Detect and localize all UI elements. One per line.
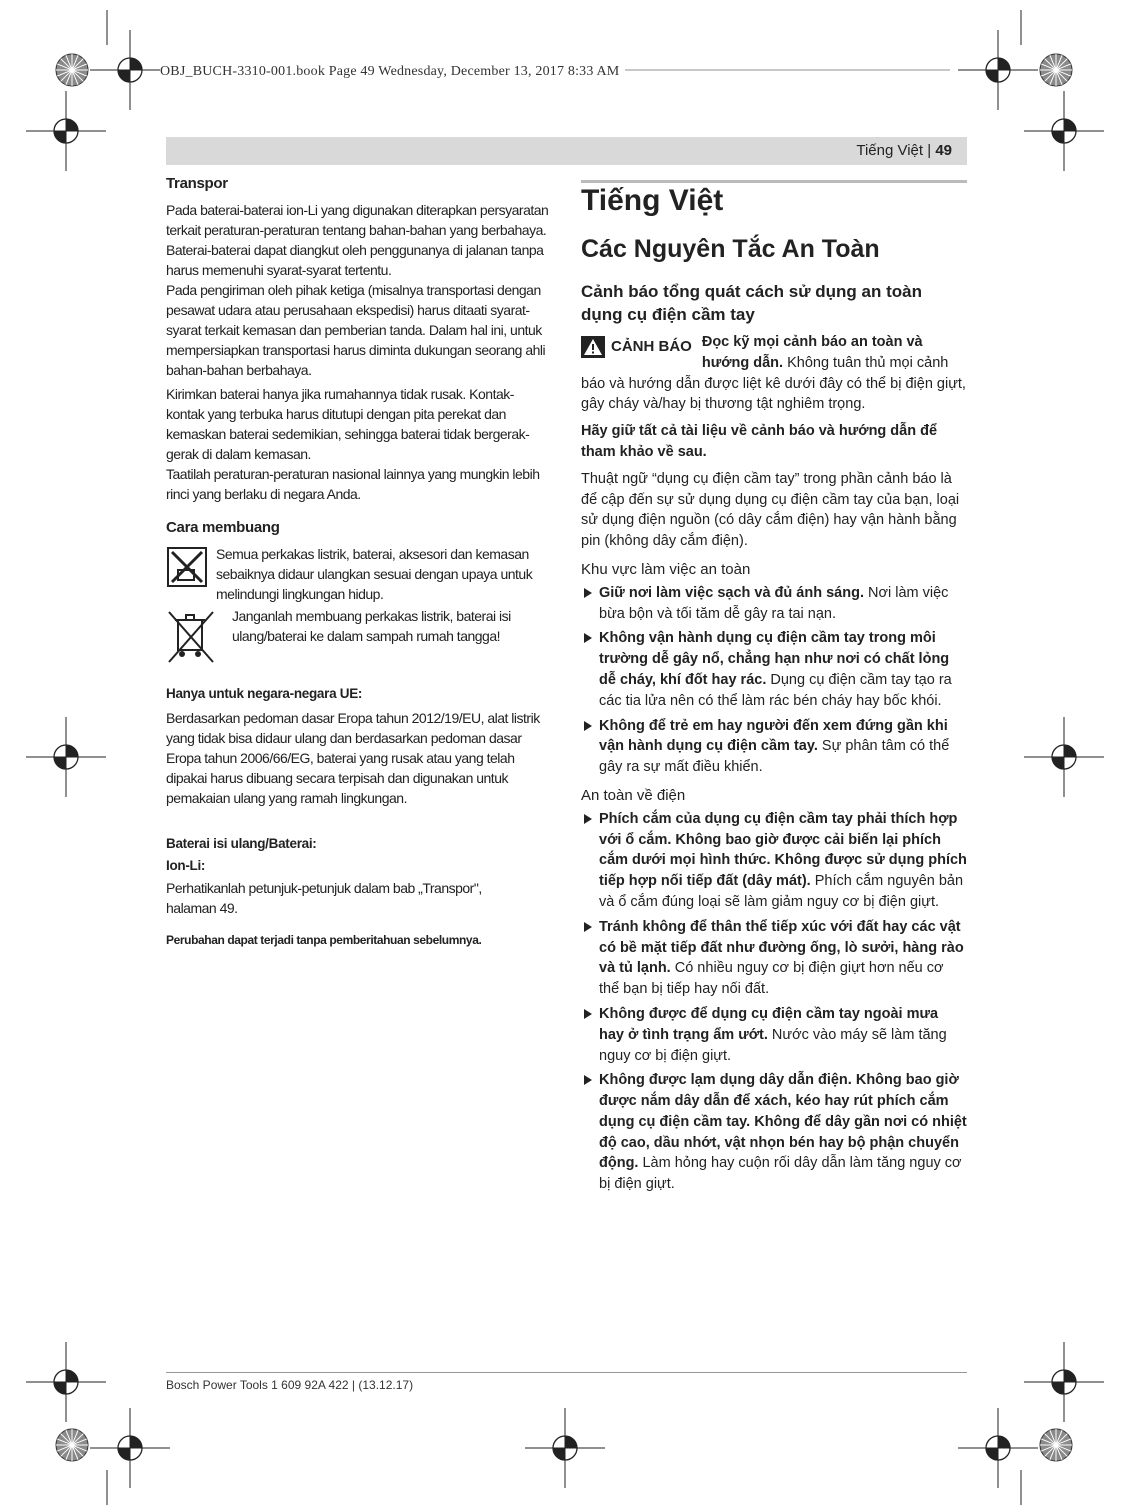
disposal-heading: Cara membuang <box>166 519 280 536</box>
work-area-heading: Khu vực làm việc an toàn <box>581 560 751 578</box>
warning-text: Không tuân thủ mọi cảnh báo và hướng dẫn được liệt kê dưới đây có thể bị điện giựt, gây cháy và/hay bị thương tật nghiêm trọng. <box>581 354 966 413</box>
bullet-bold: Không được lạm dụng dây dẫn điện. Không bao giờ được nắm dây dẫn để xách, kéo hay rút phích cắm dụng cụ điện cầm tay. Không để dây gần nơi có nhiệt độ cao, dầu nhớt, vật nhọn bén hay bộ phận chuyển động. <box>599 1072 967 1172</box>
bullet-arrow-icon <box>584 721 592 731</box>
warning-bold: Đọc kỹ mọi cảnh báo an toàn và hướng dẫn. <box>701 334 923 371</box>
bullet-bold: Tránh không để thân thể tiếp xúc với đất hay các vật có bề mặt tiếp đất như đường ống, lò sưởi, hàng rào và tủ lạnh. <box>599 918 964 977</box>
transpor-paragraph: Kirimkan baterai hanya jika rumahannya tidak rusak. Kontak-kontak yang terbuka harus ditutupi dengan pita perekat dan kemaskan baterai sedemikian, sehingga baterai tidak bergerak-gerak di dalam kemasan. <box>166 386 530 462</box>
star-mark-bottom-left <box>56 1429 88 1461</box>
crosshair-mark <box>26 717 106 797</box>
transpor-paragraph: Pada pengiriman oleh pihak ketiga (misalnya transportasi dengan pesawat udara atau perusahaan ekspedisi) harus ditaati syarat-syarat terkait kemasan dan pemberian tanda. Dalam hal ini, untuk mempersiapkan transportasi harus diminta dukungan seorang ahli bahan-bahan berbahaya. <box>166 282 546 378</box>
ionli-heading: Ion-Li: <box>166 858 206 873</box>
electric-heading: An toàn về điện <box>581 786 686 804</box>
star-mark-top-right <box>1040 54 1072 86</box>
weee-row <box>166 606 551 668</box>
bullet-arrow-icon <box>584 814 592 824</box>
battery-heading: Baterai isi ulang/Baterai: <box>166 836 317 851</box>
bullet-text: Sự phân tâm có thể gây ra sự mất điều khiển. <box>599 738 950 776</box>
print-slug: OBJ_BUCH-3310-001.book Page 49 Wednesday, December 13, 2017 8:33 AM <box>160 64 625 80</box>
footer-rule <box>166 1372 967 1373</box>
page-footer: Bosch Power Tools 1 609 92A 422 | (13.12.17) <box>166 1378 414 1392</box>
bullet-text: Làm hỏng hay cuộn rối dây dẫn làm tăng nguy cơ bị điện giựt. <box>599 1155 962 1193</box>
bullet-arrow-icon <box>584 588 592 598</box>
disposal-paragraph: Janganlah membuang perkakas listrik, baterai isi ulang/baterai ke dalam sampah rumah tangga! <box>232 608 511 644</box>
crosshair-mark <box>90 1408 170 1488</box>
transpor-heading: Transpor <box>166 175 228 192</box>
safety-title: Các Nguyên Tắc An Toàn <box>581 235 880 263</box>
recycle-row <box>166 544 551 604</box>
bullet-bold: Không để trẻ em hay người đến xem đứng gần khi vận hành dụng cụ điện cầm tay. <box>599 717 948 755</box>
page-number: 49 <box>935 142 952 159</box>
crosshair-mark <box>26 1342 106 1422</box>
bullet-item <box>581 917 967 1000</box>
header-bar <box>166 137 967 165</box>
crosshair-mark <box>958 1408 1038 1488</box>
running-head-separator: | <box>923 142 936 159</box>
language-title: Tiếng Việt <box>581 184 724 217</box>
change-note: Perubahan dapat terjadi tanpa pemberitahuan sebelumnya. <box>166 933 482 947</box>
term-paragraph: Thuật ngữ “dụng cụ điện cầm tay” trong phần cảnh báo là để cập đến sự sử dụng dụng cụ điện cầm tay của bạn, loại sử dụng điện nguồn (có dây cắm điện) hay vận hành bằng pin (không dây cắm điện). <box>581 470 960 550</box>
bullet-text: Dụng cụ điện cầm tay tạo ra các tia lửa nên có thể làm rác bén cháy hay bốc khói. <box>599 671 952 709</box>
bullet-item <box>581 1070 967 1195</box>
bullet-bold: Giữ nơi làm việc sạch và đủ ánh sáng. <box>599 584 864 601</box>
bullet-item <box>581 809 967 913</box>
transpor-paragraph: Taatilah peraturan-peraturan nasional lainnya yang mungkin lebih rinci yang berlaku di negara Anda. <box>166 466 540 502</box>
star-mark-top-left <box>56 54 88 86</box>
bullet-arrow-icon <box>584 922 592 932</box>
bullet-item <box>581 628 967 711</box>
crosshair-mark <box>525 1408 605 1488</box>
bullet-bold: Phích cắm của dụng cụ điện cầm tay phải thích hợp với ổ cắm. Không bao giờ được cải biến lại phích cắm dưới mọi hình thức. Không được sử dụng phích tiếp hợp nối tiếp đất (dây mát). <box>599 810 967 890</box>
bullet-text: Phích cắm nguyên bản và ổ cắm đúng loại sẽ làm giảm nguy cơ bị điện giựt. <box>599 873 964 910</box>
bullet-item <box>581 1004 967 1066</box>
crosshair-mark <box>1024 717 1104 797</box>
bullet-bold: Không vận hành dụng cụ điện cầm tay trong môi trường dễ gây nổ, chẳng hạn như nơi có chất lỏng dễ cháy, khí đốt hay rác. <box>599 630 950 688</box>
column-rule <box>581 180 967 183</box>
bullet-arrow-icon <box>584 1075 592 1085</box>
bullet-text: Nơi làm việc bừa bộn và tối tăm dễ gây ra tai nạn. <box>599 584 949 622</box>
crosshair-mark <box>958 30 1038 110</box>
bullet-item <box>581 716 967 778</box>
transpor-paragraph: Pada baterai-baterai ion-Li yang digunakan diterapkan persyaratan terkait peraturan-peraturan tentang bahan-bahan yang berbahaya. Baterai-baterai dapat diangkut oleh penggunanya di jalanan tanpa harus memenuhi syarat-syarat tertentu. <box>166 202 549 278</box>
warning-label: CẢNH BÁO <box>611 337 692 355</box>
star-mark-bottom-right <box>1040 1429 1072 1461</box>
warning-label-box <box>581 336 692 358</box>
crosshair-mark <box>26 91 106 171</box>
eu-heading: Hanya untuk negara-negara UE: <box>166 686 363 701</box>
running-head-section: Tiếng Việt <box>856 142 924 159</box>
crosshair-mark <box>1024 91 1104 171</box>
bullet-arrow-icon <box>584 633 592 643</box>
crossed-bin-icon <box>166 606 216 668</box>
crosshair-mark <box>90 30 170 110</box>
bullet-item <box>581 583 967 625</box>
warning-triangle-icon <box>581 336 605 358</box>
crosshair-mark <box>1024 1342 1104 1422</box>
bullet-bold: Không được để dụng cụ điện cầm tay ngoài mưa hay ở tình trạng ẩm ướt. <box>599 1005 939 1043</box>
warning-paragraph <box>581 332 967 415</box>
running-head <box>856 142 952 159</box>
ionli-paragraph: Perhatikanlah petunjuk-petunjuk dalam bab „Transpor", halaman 49. <box>166 880 482 916</box>
right-column <box>581 184 967 1195</box>
left-column <box>166 174 551 950</box>
general-warning-heading: Cảnh báo tổng quát cách sử dụng an toàn dụng cụ điện cầm tay <box>581 282 922 324</box>
eu-paragraph: Berdasarkan pedoman dasar Eropa tahun 2012/19/EU, alat listrik yang tidak bisa didaur ulang dan berdasarkan pedoman dasar Eropa tahun 2006/66/EG, baterai yang rusak atau yang telah dipakai harus dibuang secara terpisah dan digunakan untuk pemakaian ulang yang ramah lingkungan. <box>166 710 540 806</box>
keep-docs-text: Hãy giữ tất cả tài liệu về cảnh báo và hướng dẫn để tham khảo về sau. <box>581 423 938 460</box>
recycling-icon <box>166 546 208 588</box>
bullet-text: Có nhiều nguy cơ bị điện giựt hơn nếu cơ thể bạn bị tiếp hay nối đất. <box>599 960 944 998</box>
bullet-arrow-icon <box>584 1009 592 1019</box>
bullet-text: Nước vào máy sẽ làm tăng nguy cơ bị điện giựt. <box>599 1026 947 1064</box>
disposal-paragraph: Semua perkakas listrik, baterai, aksesori dan kemasan sebaiknya didaur ulangkan sesuai dengan upaya untuk melindungi lingkungan hidup. <box>216 546 533 602</box>
